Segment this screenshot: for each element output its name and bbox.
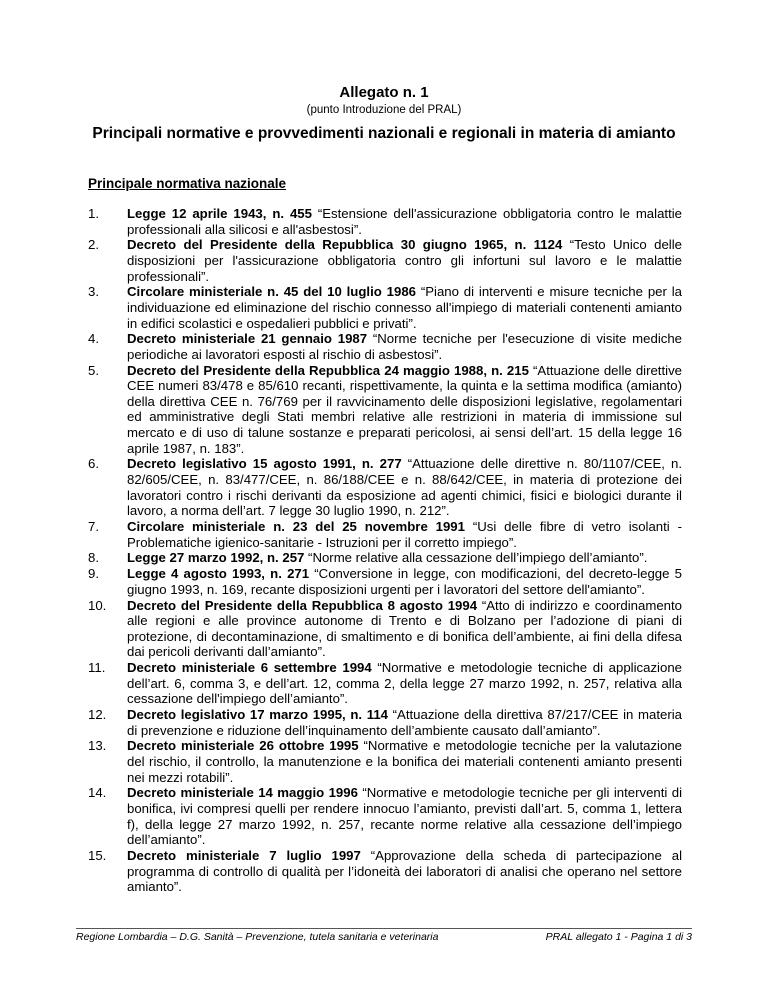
law-item-body <box>127 206 682 237</box>
law-item-reference: Circolare ministeriale n. 23 del 25 novembre 1991 <box>127 519 465 534</box>
law-item-description: “Attuazione delle direttive CEE numeri 83/478 e 85/610 recanti, rispettivamente, la quinta e la settima modifica (amianto) della direttiva CEE n. 76/769 per il ravvicinamento delle disposizioni legislative, regolamentari ed amministrative degli Stati membri relative alle restrizioni in materia di immissione sul mercato e di uso di talune sostanze e preparati pericolosi, ai sensi dell’art. 15 della legge 16 aprile 1987, n. 183”. <box>127 362 682 456</box>
law-item-number: 15. <box>88 847 107 863</box>
law-item-description: “Usi delle fibre di vetro isolanti - Problematiche igienico-sanitarie - Istruzioni per il corretto impiego”. <box>127 519 682 550</box>
law-item <box>88 848 682 895</box>
law-item-number: 6. <box>88 456 99 472</box>
law-item <box>88 566 682 597</box>
law-item-reference: Decreto ministeriale 6 settembre 1994 <box>127 660 372 676</box>
law-item-reference: Decreto legislativo 15 agosto 1991, n. 277 <box>127 456 402 472</box>
law-item-number: 11. <box>88 660 106 676</box>
law-item-body <box>127 519 682 550</box>
law-item-number: 4. <box>88 331 99 347</box>
law-item-reference: Decreto del Presidente della Repubblica 8 agosto 1994 <box>127 597 478 613</box>
law-item-body <box>127 550 682 566</box>
law-item-description: “Normative e metodologie tecniche di applicazione dell’art. 6, comma 3, e dell’art. 12, comma 2, della legge 27 marzo 1992, n. 257, relativa alla cessazione dell'impiego dell’amianto”. <box>127 660 682 707</box>
law-item-description: “Testo Unico delle disposizioni per l'assicurazione obbligatoria contro gli infortuni sul lavoro e le malattie professionali”. <box>127 237 682 284</box>
law-item-number: 12. <box>88 707 107 723</box>
law-item-reference: Decreto ministeriale 14 maggio 1996 <box>127 785 358 801</box>
law-item <box>88 598 682 660</box>
law-item <box>88 331 682 362</box>
law-item <box>88 738 682 785</box>
law-item-reference: Legge 12 aprile 1943, n. 455 <box>127 206 312 221</box>
law-item-number: 3. <box>88 284 99 300</box>
law-item-reference: Legge 4 agosto 1993, n. 271 <box>127 566 310 582</box>
law-item <box>88 456 682 518</box>
law-item-body <box>127 331 682 362</box>
law-item-body <box>127 785 682 847</box>
document-title: Principali normative e provvedimenti nazionali e regionali in materia di amianto <box>92 125 676 142</box>
law-item-number: 2. <box>88 237 99 253</box>
law-item-reference: Decreto ministeriale 7 luglio 1997 <box>127 847 361 863</box>
annex-header <box>0 84 768 118</box>
law-item-body <box>127 660 682 707</box>
law-item <box>88 519 682 550</box>
law-item-number: 5. <box>88 362 99 378</box>
footer-organization: Regione Lombardia – D.G. Sanità – Prevenzione, tutela sanitaria e veterinaria <box>76 931 439 943</box>
law-item <box>88 206 682 237</box>
law-item-reference: Decreto del Presidente della Repubblica 24 maggio 1988, n. 215 <box>127 362 529 378</box>
law-item <box>88 660 682 707</box>
law-item-description: “Conversione in legge, con modificazioni, del decreto-legge 5 giugno 1993, n. 169, recante disposizioni urgenti per i lavoratori del settore dell'amianto”. <box>127 566 682 597</box>
law-item <box>88 237 682 284</box>
law-item-description: “Normative e metodologie tecniche per gli interventi di bonifica, ivi compresi quelli per rendere innocuo l’amianto, previsti dall’art. 5, comma 1, lettera f), della legge 27 marzo 1992, n. 257, recante norme relative alla cessazione dell’impiego dell’amianto”. <box>127 785 682 848</box>
law-item-description: “Estensione dell'assicurazione obbligatoria contro le malattie professionali alla silicosi e all'asbestosi”. <box>127 206 682 237</box>
law-item-reference: Decreto legislativo 17 marzo 1995, n. 114 <box>127 707 388 723</box>
annex-title: Allegato n. 1 <box>339 84 429 101</box>
law-item-description: “Norme relative alla cessazione dell’impiego dell’amianto”. <box>304 550 648 566</box>
section-title: Principale normativa nazionale <box>88 176 287 191</box>
law-item-number: 7. <box>88 519 99 534</box>
footer-divider <box>76 928 692 929</box>
law-item-body <box>127 237 682 284</box>
law-item-body <box>127 363 682 457</box>
law-item-body <box>127 848 682 895</box>
law-item-description: “Norme tecniche per l'esecuzione di visite mediche periodiche ai lavoratori esposti al rischio di asbestosi”. <box>127 331 683 362</box>
footer-page-number: PRAL allegato 1 - Pagina 1 di 3 <box>545 931 692 943</box>
law-item-description: “Approvazione della scheda di partecipazione al programma di controllo di qualità per l’idoneità dei laboratori di analisi che operano nel settore amianto”. <box>127 847 683 895</box>
law-item-reference: Decreto del Presidente della Repubblica 30 giugno 1965, n. 1124 <box>127 237 563 253</box>
law-item-number: 14. <box>88 785 107 801</box>
law-item-body <box>127 707 682 738</box>
law-item-body <box>127 566 682 597</box>
law-item-reference: Legge 27 marzo 1992, n. 257 <box>127 550 305 566</box>
law-item-number: 9. <box>88 566 99 582</box>
law-item-body <box>127 738 682 785</box>
law-list <box>88 206 682 895</box>
law-item-description: “Normative e metodologie tecniche per la valutazione del rischio, il controllo, la manutenzione e la bonifica dei materiali contenenti amianto presenti nei mezzi rotabili”. <box>127 738 682 785</box>
annex-subtitle: (punto Introduzione del PRAL) <box>306 104 462 116</box>
law-item <box>88 284 682 331</box>
law-item-description: “Attuazione della direttiva 87/217/CEE in materia di prevenzione e riduzione dell’inquinamento dell’ambiente causato dall’amianto”. <box>127 707 682 738</box>
law-item-body <box>127 598 682 660</box>
law-item <box>88 363 682 457</box>
law-item <box>88 785 682 847</box>
law-item-number: 13. <box>88 738 107 754</box>
law-item-number: 10. <box>88 597 107 613</box>
law-item <box>88 550 682 566</box>
law-item-description: “Atto di indirizzo e coordinamento alle regioni e alle province autonome di Trento e di Bolzano per l’adozione di piani di protezione, di decontaminazione, di smaltimento e di bonifica dell’ambiente, ai fini della difesa dai pericoli derivanti dall’amianto”. <box>127 597 682 660</box>
law-item-body <box>127 456 682 518</box>
law-item-reference: Circolare ministeriale n. 45 del 10 luglio 1986 <box>127 284 416 300</box>
law-item-reference: Decreto ministeriale 26 ottobre 1995 <box>127 738 359 754</box>
law-item <box>88 707 682 738</box>
law-item-number: 8. <box>88 550 99 566</box>
law-item-number: 1. <box>88 206 99 221</box>
law-item-description: “Piano di interventi e misure tecniche per la individuazione ed eliminazione del rischio connesso all'impiego di materiali contenenti amianto in edifici scolastici e ospedalieri pubblici e privati”. <box>127 284 682 331</box>
law-item-reference: Decreto ministeriale 21 gennaio 1987 <box>127 331 368 347</box>
law-item-body <box>127 284 682 331</box>
law-item-description: “Attuazione delle direttive n. 80/1107/CEE, n. 82/605/CEE, n. 83/477/CEE, n. 86/188/CEE e n. 88/642/CEE, in materia di protezione dei lavoratori contro i rischi derivanti da esposizione ad agenti chimici, fisici e biologici durante il lavoro, a norma dell’art. 7 legge 30 luglio 1990, n. 212”. <box>127 456 682 519</box>
